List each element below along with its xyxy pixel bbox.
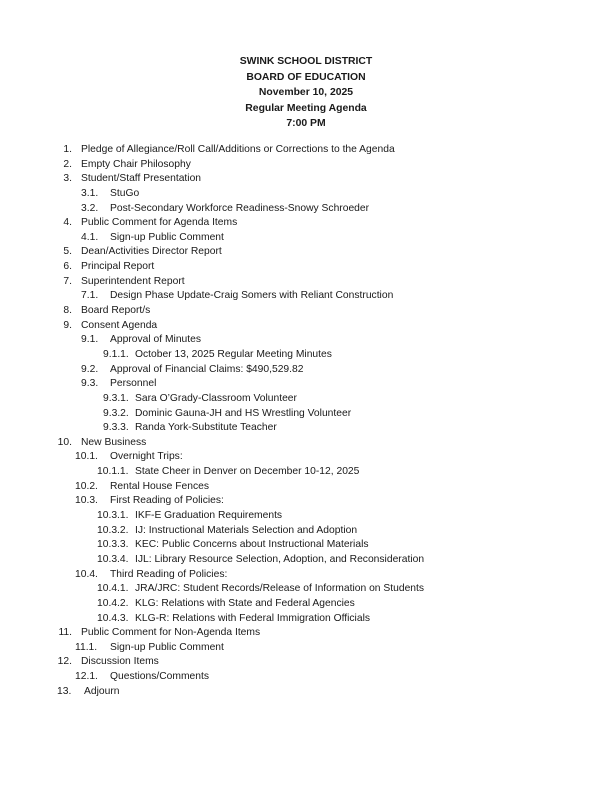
- agenda-subsubitem: [0, 509, 612, 524]
- item-text: New Business: [81, 436, 147, 448]
- item-number: 13.: [57, 685, 72, 697]
- agenda-subitem: [0, 363, 612, 378]
- item-text: Student/Staff Presentation: [81, 173, 202, 185]
- item-number: 10.4.: [75, 568, 98, 580]
- item-text: Post-Secondary Workforce Readiness-Snowy Schroeder: [110, 202, 370, 214]
- item-text: Principal Report: [81, 261, 155, 273]
- item-text: Board Report/s: [81, 305, 151, 317]
- item-text: Public Comment for Agenda Items: [81, 217, 238, 229]
- item-text: KLG: Relations with State and Federal Agencies: [135, 597, 355, 609]
- board-name: BOARD OF EDUCATION: [246, 71, 366, 83]
- item-number: 9.1.1.: [103, 348, 129, 360]
- agenda-subitem: [0, 480, 612, 495]
- meeting-type: Regular Meeting Agenda: [245, 102, 367, 114]
- agenda-subsubitem: [0, 465, 612, 480]
- item-number: 10.3.3.: [97, 539, 129, 551]
- item-text: Empty Chair Philosophy: [81, 158, 191, 170]
- item-text: IJ: Instructional Materials Selection and Adoption: [135, 524, 358, 536]
- item-text: Discussion Items: [81, 656, 159, 668]
- agenda-subitem: [0, 202, 612, 217]
- item-text: Superintendent Report: [81, 275, 185, 287]
- agenda-subitem: [0, 231, 612, 246]
- item-number: 10.3.2.: [97, 524, 129, 536]
- item-number: 4.1.: [81, 231, 99, 243]
- item-number: 10.1.1.: [97, 466, 129, 478]
- agenda-subitem: [0, 187, 612, 202]
- item-number: 9.1.: [81, 334, 99, 346]
- item-number: 10.1.: [75, 451, 98, 463]
- item-text: Public Comment for Non-Agenda Items: [81, 627, 261, 639]
- agenda-item: [0, 143, 612, 158]
- item-text: KLG-R: Relations with Federal Immigration Officials: [135, 612, 371, 624]
- item-text: Dominic Gauna-JH and HS Wrestling Volunteer: [135, 407, 352, 419]
- item-text: Consent Agenda: [81, 319, 158, 331]
- item-text: KEC: Public Concerns about Instructional Materials: [135, 539, 369, 551]
- item-number: 12.: [57, 656, 72, 668]
- item-number: 10.4.1.: [97, 583, 129, 595]
- agenda-subsubitem: [0, 612, 612, 627]
- agenda-item: [0, 245, 612, 260]
- agenda-subitem: [0, 641, 612, 656]
- agenda-list: [0, 143, 612, 699]
- item-text: Pledge of Allegiance/Roll Call/Additions or Corrections to the Agenda: [81, 144, 395, 155]
- agenda-subsubitem: [0, 421, 612, 436]
- agenda-item: [0, 275, 612, 290]
- agenda-item: [0, 655, 612, 670]
- agenda-subsubitem: [0, 392, 612, 407]
- item-number: 9.2.: [81, 363, 99, 375]
- agenda-item: [0, 172, 612, 187]
- item-number: 7.: [63, 275, 72, 287]
- agenda-item: [0, 685, 612, 700]
- item-text: JRA/JRC: Student Records/Release of Information on Students: [135, 583, 425, 595]
- agenda-item: [0, 216, 612, 231]
- agenda-subsubitem: [0, 582, 612, 597]
- item-number: 3.2.: [81, 202, 99, 214]
- agenda-subitem: [0, 333, 612, 348]
- agenda-subitem: [0, 450, 612, 465]
- item-number: 7.1.: [81, 290, 99, 302]
- item-number: 3.1.: [81, 187, 99, 199]
- item-text: Approval of Financial Claims: $490,529.82: [110, 363, 304, 375]
- agenda-subsubitem: [0, 524, 612, 539]
- agenda-subsubitem: [0, 538, 612, 553]
- item-number: 6.: [63, 261, 72, 273]
- item-text: Sign-up Public Comment: [110, 231, 224, 243]
- item-number: 10.3.1.: [97, 510, 129, 522]
- item-text: Adjourn: [84, 685, 120, 697]
- agenda-item: [0, 436, 612, 451]
- agenda-subsubitem: [0, 407, 612, 422]
- item-number: 3.: [63, 173, 72, 185]
- agenda-item: [0, 304, 612, 319]
- agenda-subitem: [0, 377, 612, 392]
- item-text: Sign-up Public Comment: [110, 641, 224, 653]
- item-number: 5.: [63, 246, 72, 258]
- item-text: IJL: Library Resource Selection, Adoption, and Reconsideration: [135, 553, 425, 565]
- agenda-item: [0, 260, 612, 275]
- item-number: 10.: [57, 436, 72, 448]
- agenda-subitem: [0, 494, 612, 509]
- agenda-subsubitem: [0, 348, 612, 363]
- item-number: 9.3.1.: [103, 392, 129, 404]
- item-number: 11.: [58, 627, 72, 639]
- agenda-subitem: [0, 568, 612, 583]
- item-number: 10.3.: [75, 495, 98, 507]
- item-number: 2.: [63, 158, 72, 170]
- item-text: Rental House Fences: [110, 480, 210, 492]
- item-number: 8.: [63, 305, 72, 317]
- agenda-subsubitem: [0, 597, 612, 612]
- agenda-subsubitem: [0, 553, 612, 568]
- item-number: 10.4.3.: [97, 612, 129, 624]
- item-text: IKF-E Graduation Requirements: [135, 510, 283, 522]
- item-text: Randa York-Substitute Teacher: [135, 422, 277, 434]
- meeting-time: 7:00 PM: [286, 118, 326, 130]
- item-number: 10.3.4.: [97, 553, 129, 565]
- item-text: First Reading of Policies:: [110, 495, 224, 507]
- item-text: Overnight Trips:: [110, 451, 183, 463]
- item-number: 4.: [63, 217, 72, 229]
- item-number: 9.3.2.: [103, 407, 129, 419]
- agenda-item: [0, 626, 612, 641]
- item-text: Sara O’Grady-Classroom Volunteer: [135, 392, 297, 404]
- item-text: Questions/Comments: [110, 671, 210, 683]
- agenda-subitem: [0, 289, 612, 304]
- agenda-item: [0, 158, 612, 173]
- item-number: 9.3.3.: [103, 422, 129, 434]
- item-text: State Cheer in Denver on December 10-12, 2025: [135, 466, 360, 478]
- agenda-subitem: [0, 670, 612, 685]
- item-number: 9.3.: [81, 378, 99, 390]
- agenda-item: [0, 319, 612, 334]
- item-number: 12.1.: [75, 671, 98, 683]
- item-text: Third Reading of Policies:: [110, 568, 228, 580]
- item-number: 10.4.2.: [97, 597, 129, 609]
- item-text: Design Phase Update-Craig Somers with Reliant Construction: [110, 290, 394, 302]
- item-text: StuGo: [110, 187, 140, 199]
- item-text: Approval of Minutes: [110, 334, 202, 346]
- item-number: 1.: [63, 144, 72, 155]
- item-text: Dean/Activities Director Report: [81, 246, 222, 258]
- item-number: 10.2.: [75, 480, 98, 492]
- item-number: 9.: [63, 319, 72, 331]
- item-number: 11.1.: [75, 641, 98, 653]
- item-text: October 13, 2025 Regular Meeting Minutes: [135, 348, 332, 360]
- meeting-date: November 10, 2025: [258, 87, 354, 99]
- agenda-header: [0, 54, 612, 132]
- district-name: SWINK SCHOOL DISTRICT: [239, 56, 373, 67]
- item-text: Personnel: [110, 378, 157, 390]
